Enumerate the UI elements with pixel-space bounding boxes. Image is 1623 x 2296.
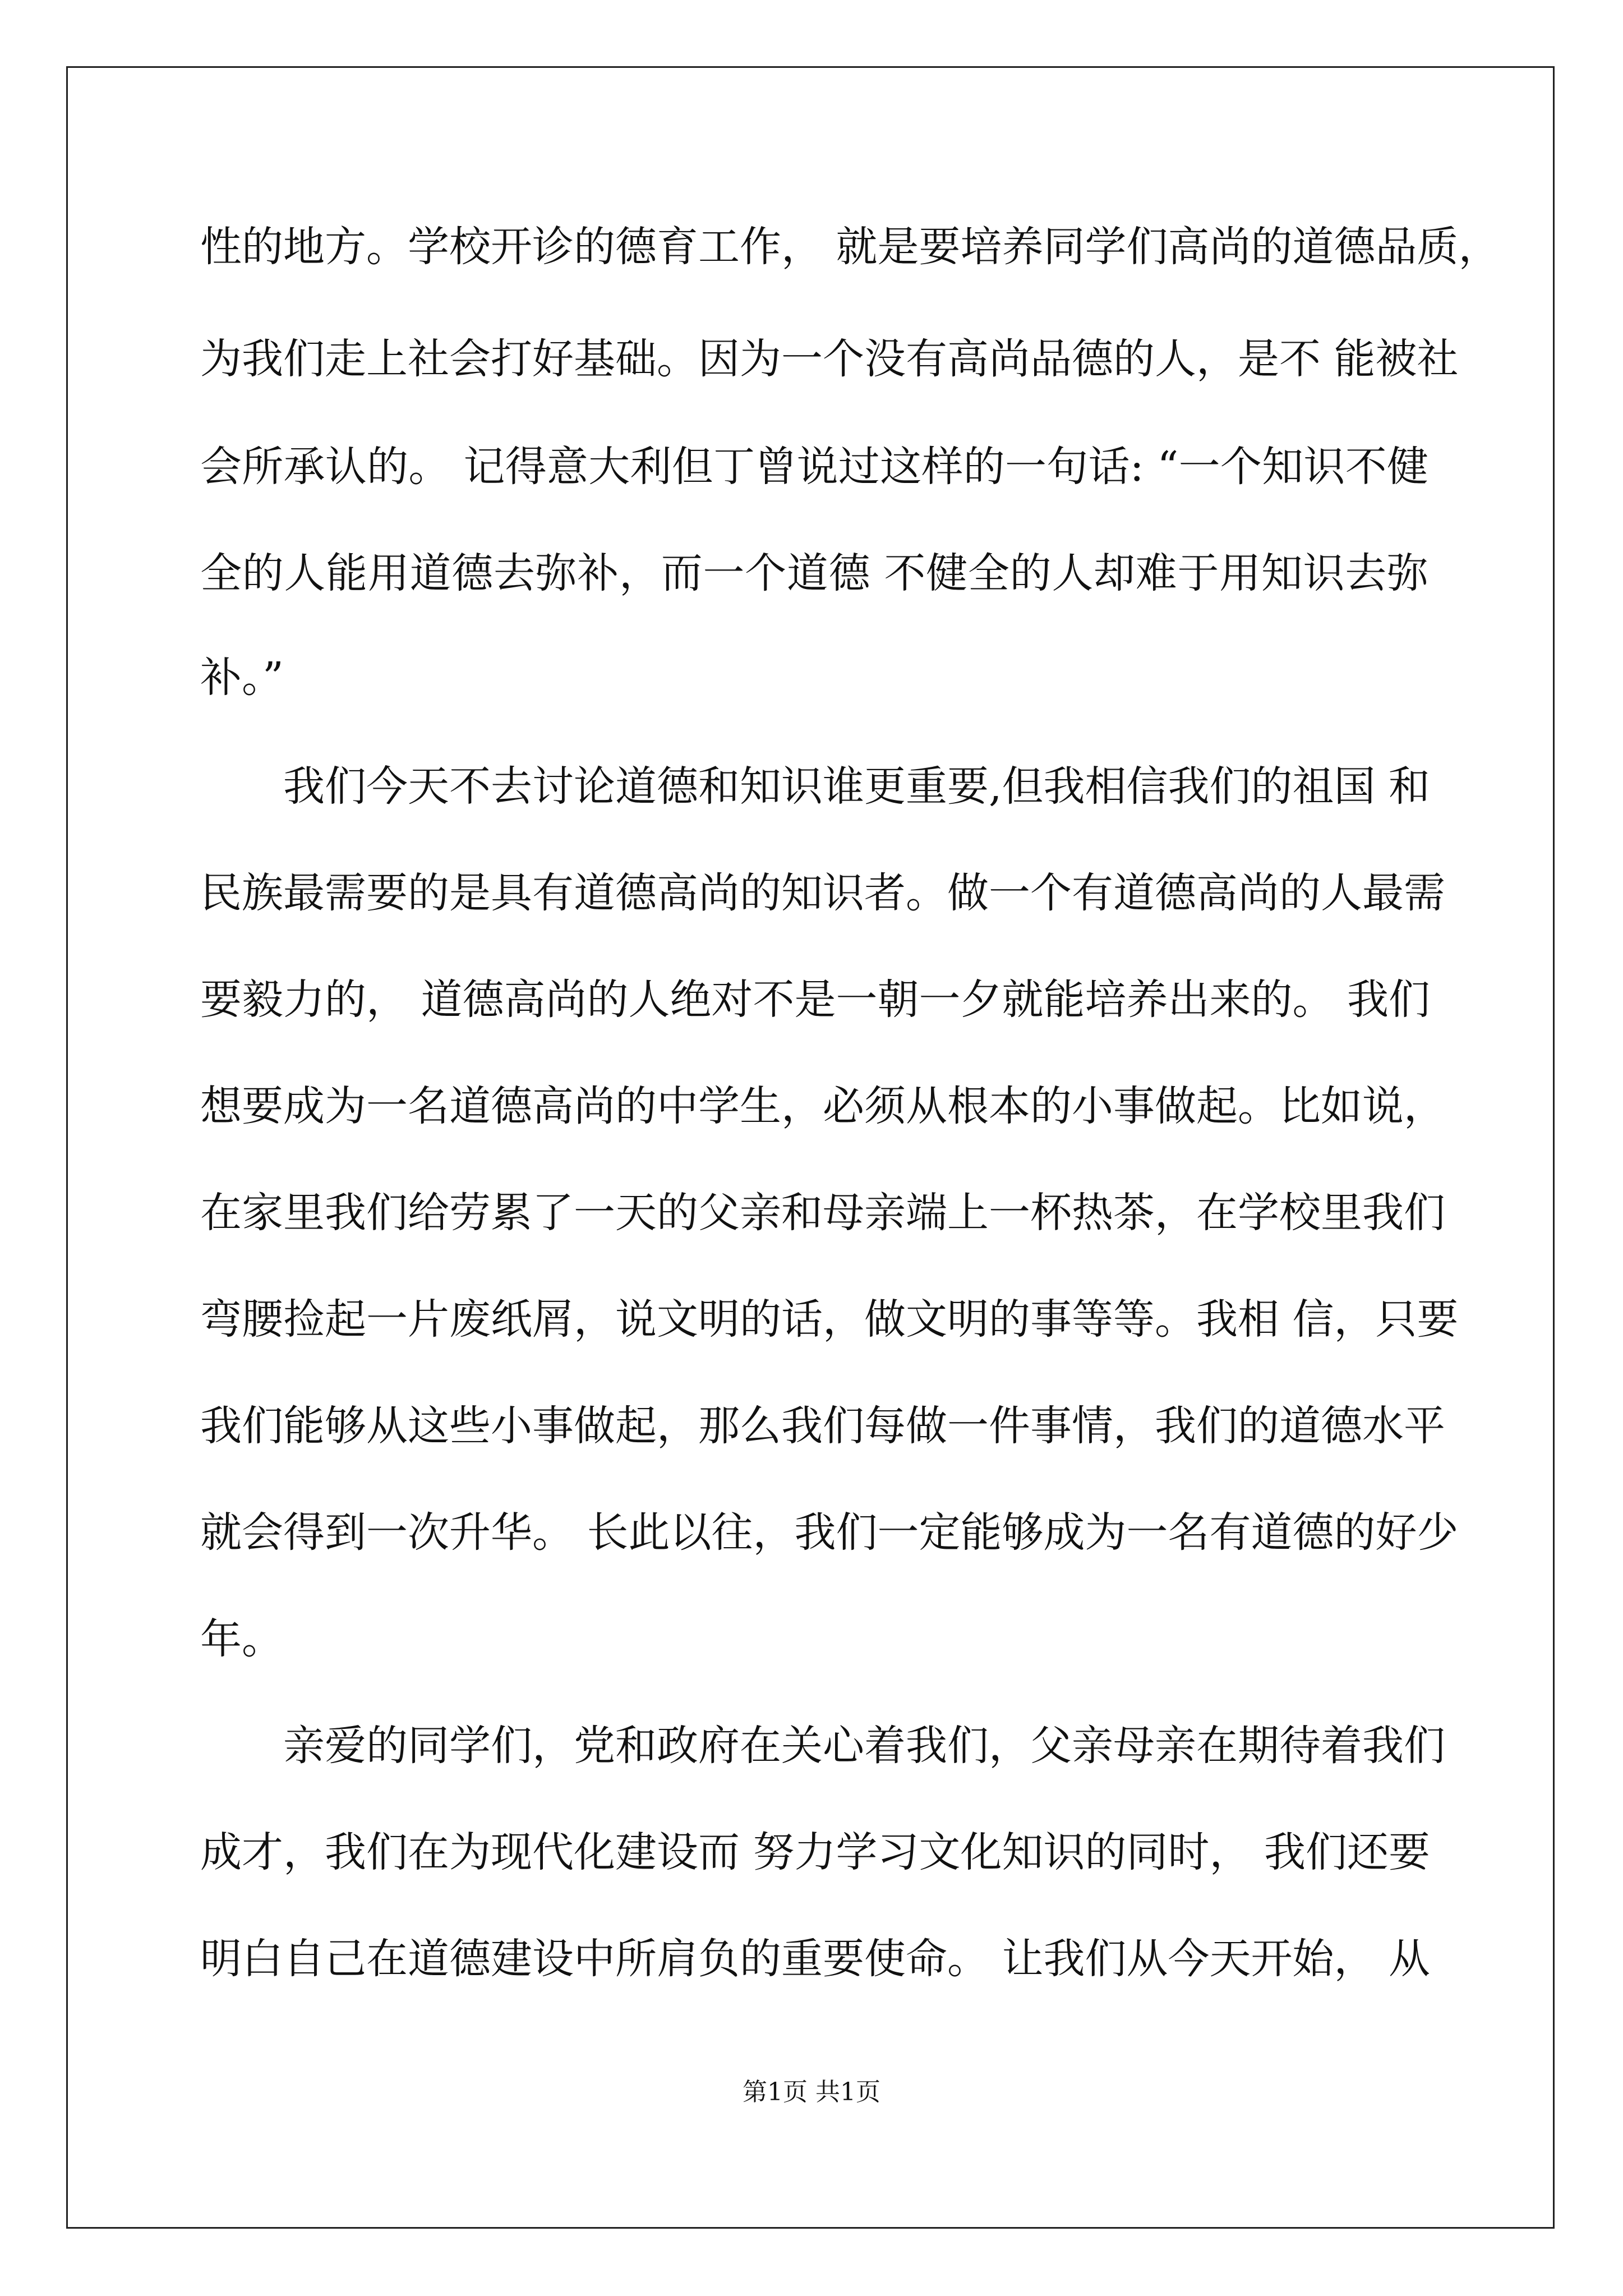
text-line: 民族最需要的是具有道德高尚的知识者。做一个有道德高尚的人最需 [200,869,1445,917]
text-line: 就会得到一次升华。 长此以往，我们一定能够成为一名有道德的好少 [200,1508,1459,1557]
text-line: 弯腰捡起一片废纸屑，说文明的话，做文明的事等等。我相 信，只要 [200,1295,1459,1343]
text-line: 年。 [200,1615,283,1663]
text-line: 明白自己在道德建设中所肩负的重要使命。 让我们从今天开始， 从 [200,1935,1431,1983]
text-line: 我们今天不去讨论道德和知识谁更重要,但我相信我们的祖国 和 [283,762,1431,811]
text-line: 亲爱的同学们，党和政府在关心着我们，父亲母亲在期待着我们 [283,1722,1445,1770]
text-line: 要毅力的， 道德高尚的人绝对不是一朝一夕就能培养出来的。 我们 [200,976,1431,1024]
text-line: 想要成为一名道德高尚的中学生，必须从根本的小事做起。比如说， [200,1082,1445,1130]
text-line: 成才，我们在为现代化建设而 努力学习文化知识的同时， 我们还要 [200,1828,1431,1876]
text-line: 全的人能用道德去弥补，而一个道德 不健全的人却难于用知识去弥 [200,549,1428,597]
text-line: 在家里我们给劳累了一天的父亲和母亲端上一杯热茶，在学校里我们 [200,1189,1445,1237]
text-line: 会所承认的。 记得意大利但丁曾说过这样的一句话: “一个知识不健 [200,443,1428,491]
text-line: 为我们走上社会打好基础。因为一个没有高尚品德的人，是不 能被社 [200,335,1459,383]
text-line: 我们能够从这些小事做起，那么我们每做一件事情，我们的道德水平 [200,1402,1445,1450]
text-line: 性的地方。学校开诊的德育工作， 就是要培养同学们高尚的道德品质， [200,223,1500,271]
page-border [66,66,1555,2229]
page-footer: 第1页 共1页 [743,2078,880,2106]
text-line: 补。” [200,654,284,702]
